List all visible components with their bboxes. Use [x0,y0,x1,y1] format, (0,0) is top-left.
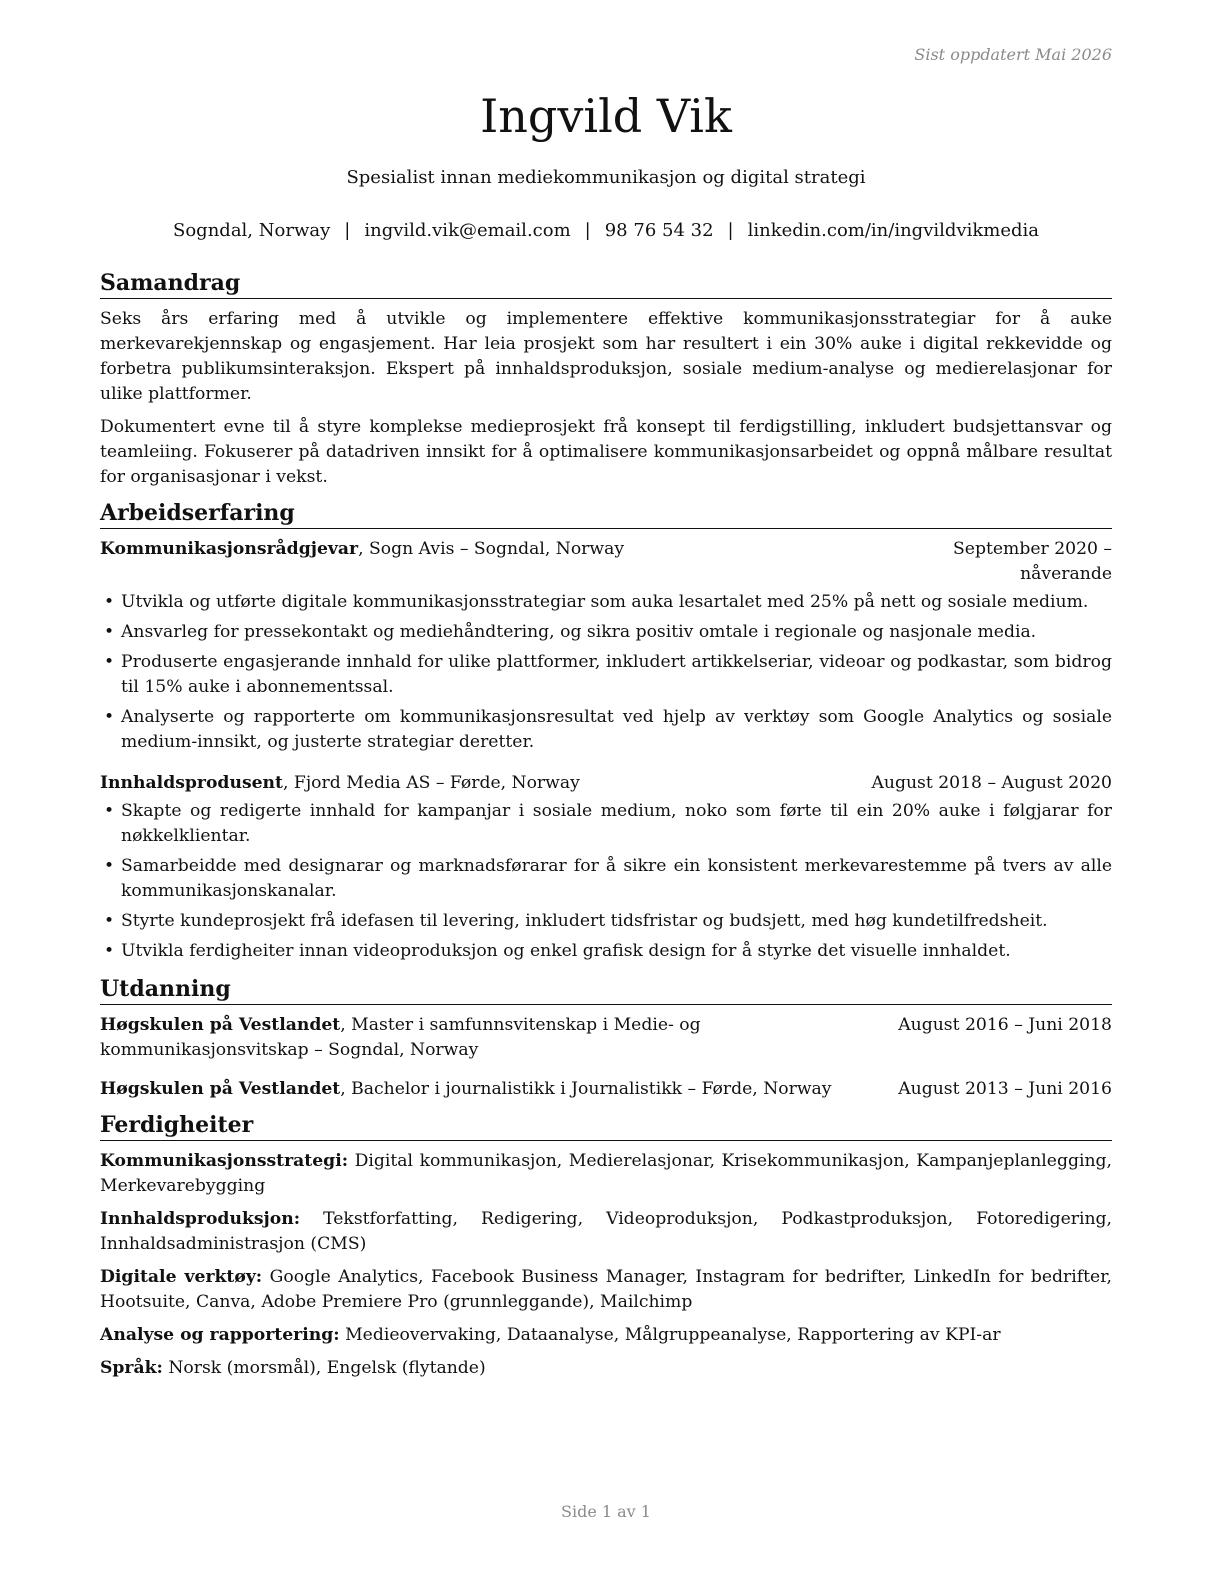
contact-line [100,220,1112,241]
job-bullet: • Analyserte og rapporterte om kommunikasjonsresultat ved hjelp av verktøy som Google Analytics og sosiale medium-innsikt, og justerte strategiar deretter. [100,705,1112,755]
resume-content [100,268,1112,1389]
job-bullet: • Styrte kundeprosjekt frå idefasen til levering, inkludert tidsfristar og budsjett, med høg kundetilfredsheit. [100,909,1112,934]
section-title-summary: Samandrag [100,268,1112,299]
skill-label: Analyse og rapportering: [100,1325,340,1345]
job-organization: , Fjord Media AS – Førde, Norway [283,773,580,793]
job-bullet: • Produserte engasjerande innhald for ulike plattformer, inkludert artikkelseriar, videoar og podkastar, som bidrog til 15% auke i abonnementssal. [100,650,1112,700]
summary-section [100,268,1112,490]
job-title-line [100,771,872,796]
education-entry [100,1013,1112,1063]
skill-row [100,1323,1112,1348]
job-dates: September 2020 – nåverande [953,539,1112,584]
skill-row [100,1207,1112,1257]
contact-separator: | [727,220,734,241]
job-bullets [100,590,1112,755]
job-entry [100,771,1112,964]
education-dates: August 2013 – Juni 2016 [898,1079,1112,1099]
job-bullet: • Samarbeidde med designarar og marknadsførarar for å sikre ein konsistent merkevarestemme på tvers av alle kommunikasjonskanalar. [100,854,1112,904]
skill-label: Innhaldsproduksjon: [100,1209,301,1229]
section-title-skills: Ferdigheiter [100,1110,1112,1141]
contact-email-link[interactable]: ingvild.vik@email.com [364,220,571,241]
education-school: Høgskulen på Vestlandet [100,1015,341,1035]
section-title-education: Utdanning [100,974,1112,1005]
skill-row [100,1265,1112,1315]
skill-label: Digitale verktøy: [100,1267,263,1287]
skill-label: Kommunikasjonsstrategi: [100,1151,349,1171]
skill-text: Google Analytics, Facebook Business Manager, Instagram for bedrifter, LinkedIn for bedrifter, Hootsuite, Canva, Adobe Premiere Pro (grunnleggande), Mailchimp [100,1267,1112,1312]
skill-row [100,1356,1112,1381]
job-header [100,537,1112,587]
education-detail: , Master i samfunnsvitenskap i Medie- og kommunikasjonsvitskap – Sogndal, Norway [100,1015,701,1060]
contact-separator: | [344,220,351,241]
education-section [100,974,1112,1102]
job-bullet: • Skapte og redigerte innhald for kampanjar i sosiale medium, noko som førte til ein 20% auke i følgjarar for nøkkelklientar. [100,799,1112,849]
skill-text: Digital kommunikasjon, Medierelasjonar, Krisekommunikasjon, Kampanjeplanlegging, Merkevarebygging [100,1151,1112,1196]
last-updated-note: Sist oppdatert Mai 2026 [914,45,1112,64]
contact-separator: | [584,220,591,241]
job-role: Innhaldsprodusent [100,773,283,793]
resume-page [100,0,1112,1584]
job-bullet: • Ansvarleg for pressekontakt og mediehåndtering, og sikra positiv omtale i regionale og nasjonale media. [100,620,1112,645]
page-number-footer: Side 1 av 1 [561,1502,651,1521]
experience-section [100,498,1112,964]
job-bullet: • Utvikla og utførte digitale kommunikasjonsstrategiar som auka lesartalet med 25% på nett og sosiale medium. [100,590,1112,615]
education-dates: August 2016 – Juni 2018 [898,1015,1112,1035]
candidate-name: Ingvild Vik [480,89,732,143]
skill-label: Språk: [100,1358,163,1378]
education-detail: , Bachelor i journalistikk i Journalistikk – Førde, Norway [340,1079,832,1099]
job-dates: August 2018 – August 2020 [871,773,1112,793]
skill-text: Norsk (morsmål), Engelsk (flytande) [162,1358,486,1378]
education-title-line [100,1013,898,1063]
education-entry [100,1077,1112,1102]
section-title-experience: Arbeidserfaring [100,498,1112,529]
skill-text: Medieovervaking, Dataanalyse, Målgruppeanalyse, Rapportering av KPI-ar [339,1325,1001,1345]
job-title-line [100,537,872,562]
education-school: Høgskulen på Vestlandet [100,1079,341,1099]
job-entry [100,537,1112,755]
contact-location: Sogndal, Norway [173,220,331,241]
job-organization: , Sogn Avis – Sogndal, Norway [358,539,625,559]
contact-linkedin-link[interactable]: linkedin.com/in/ingvildvikmedia [747,220,1039,241]
skill-text: Tekstforfatting, Redigering, Videoproduksjon, Podkastproduksjon, Fotoredigering, Innhaldsadministrasjon (CMS) [100,1209,1112,1254]
summary-paragraph: Seks års erfaring med å utvikle og implementere effektive kommunikasjonsstrategiar for å auke merkevarekjennskap og engasjement. Har leia prosjekt som har resultert i ein 30% auke i digital rekkevidde og forbetra publikumsinteraksjon. Ekspert på innhaldsproduksjon, sosiale medium-analyse og medierelasjonar for ulike plattformer. [100,309,1112,404]
job-header [100,771,1112,796]
job-bullet: • Utvikla ferdigheiter innan videoproduksjon og enkel grafisk design for å styrke det visuelle innhaldet. [100,939,1112,964]
contact-phone: 98 76 54 32 [604,220,714,241]
education-title-line [100,1077,898,1102]
skill-row [100,1149,1112,1199]
skills-section [100,1110,1112,1381]
job-role: Kommunikasjonsrådgjevar [100,539,359,559]
summary-paragraph: Dokumentert evne til å styre komplekse medieprosjekt frå konsept til ferdigstilling, inkludert budsjettansvar og teamleiing. Fokuserer på datadriven innsikt for å optimalisere kommunikasjonsarbeidet og oppnå målbare resultat for organisasjonar i vekst. [100,417,1112,487]
candidate-headline: Spesialist innan mediekommunikasjon og digital strategi [346,167,866,188]
job-bullets [100,799,1112,964]
